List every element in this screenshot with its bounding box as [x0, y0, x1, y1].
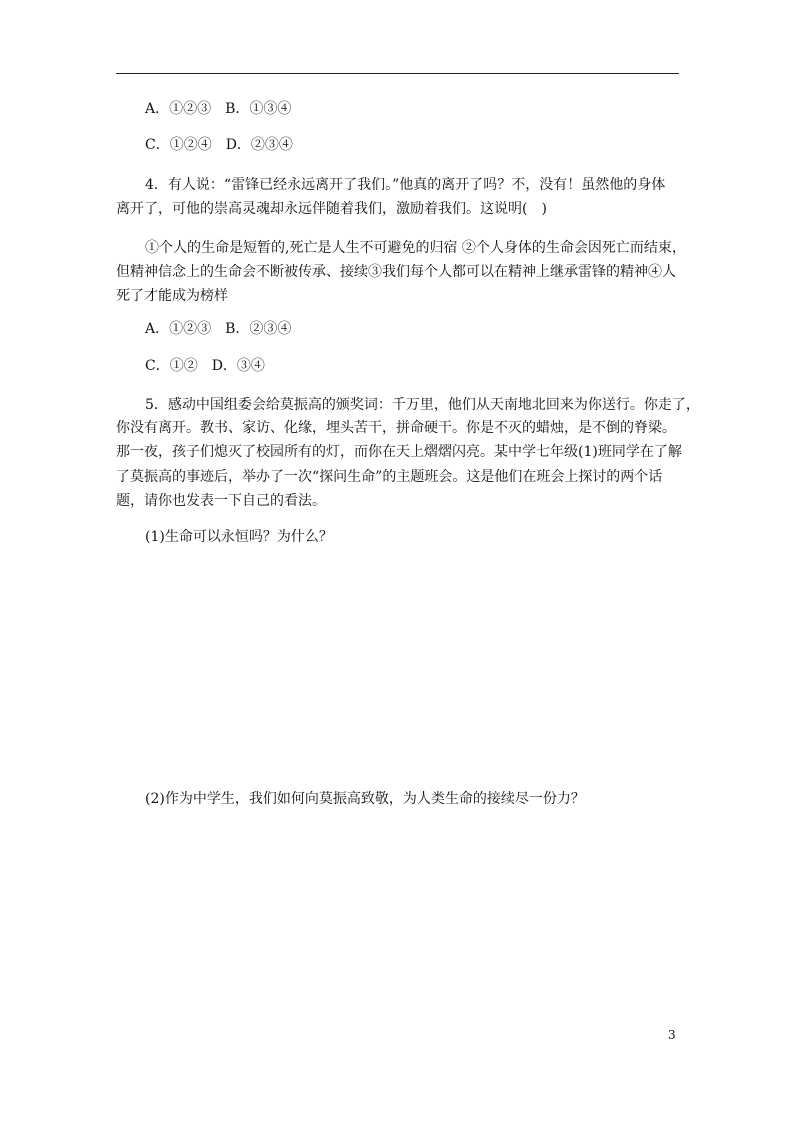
q5-subquestion-1: (1)生命可以永恒吗？为什么？	[145, 529, 333, 545]
q5-text-line-2: 你没有离开。教书、家访、化缘，埋头苦干，拼命硬干。你是不灭的蜡烛，是不倒的脊梁。	[116, 420, 676, 436]
q4-statements-line-2: 但精神信念上的生命会不断被传承、接续③我们每个人都可以在精神上继承雷锋的精神④人	[116, 264, 676, 280]
q3-options-line-2: C．①②④ D．②③④	[145, 137, 293, 153]
q4-stem-line-2: 离开了，可他的崇高灵魂却永远伴随着我们，激励着我们。这说明( )	[116, 201, 547, 217]
q3-options-line-1: A．①②③ B．①③④	[145, 101, 292, 117]
q4-options-line-1: A．①②③ B．②③④	[145, 321, 292, 337]
page-number: 3	[668, 1028, 676, 1042]
q5-subquestion-2: (2)作为中学生，我们如何向莫振高致敬，为人类生命的接续尽一份力？	[145, 791, 585, 807]
q5-text-line-4: 了莫振高的事迹后，举办了一次“探问生命”的主题班会。这是他们在班会上探讨的两个话	[116, 469, 663, 485]
q5-text-line-3: 那一夜，孩子们熄灭了校园所有的灯，而你在天上熠熠闪亮。某中学七年级(1)班同学在了解	[116, 444, 682, 460]
header-rule	[116, 73, 679, 74]
q4-stem-line-1: 4．有人说：“雷锋已经永远离开了我们。”他真的离开了吗？不，没有！虽然他的身体	[145, 177, 666, 193]
q4-statements-line-1: ①个人的生命是短暂的,死亡是人生不可避免的归宿 ②个人身体的生命会因死亡而结束，	[145, 240, 686, 256]
q5-text-line-1: 5．感动中国组委会给莫振高的颁奖词：千万里，他们从天南地北回来为你送行。你走了，	[145, 397, 700, 413]
q4-statements-line-3: 死了才能成为榜样	[116, 288, 228, 304]
q5-text-line-5: 题，请你也发表一下自己的看法。	[116, 493, 326, 509]
q4-options-line-2: C．①② D．③④	[145, 358, 265, 374]
